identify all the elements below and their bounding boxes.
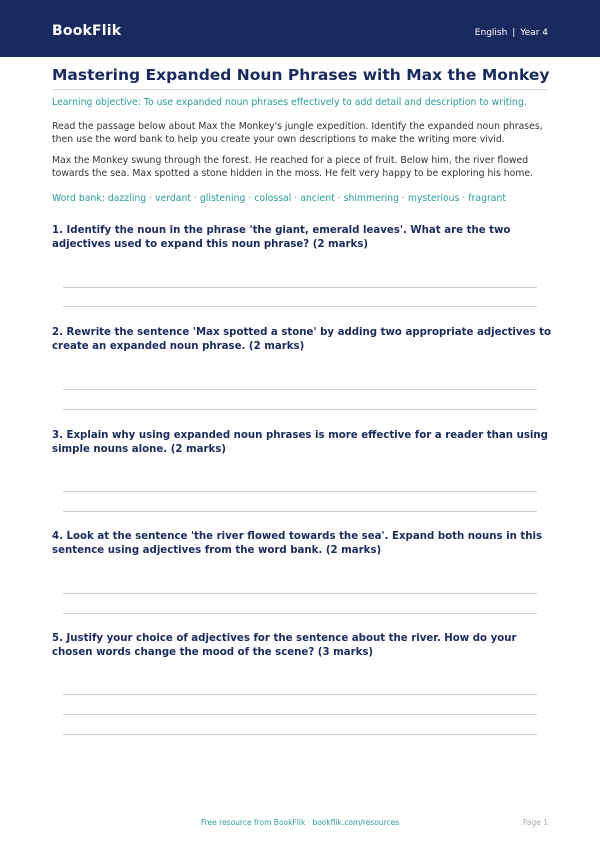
question-3: 3. Explain why using expanded noun phrases is more effective for a reader than using simple nouns alone. (2 marks): [52, 430, 548, 455]
footer-credit[interactable]: Free resource from BookFlik · bookflik.com/resources: [200, 818, 400, 827]
subject-year-meta: [475, 28, 548, 38]
page-number: Page 1: [522, 818, 548, 827]
year-label: Year 4: [520, 28, 548, 38]
learning-objective: Learning objective: To use expanded noun phrases effectively to add detail and description to writing.: [52, 97, 527, 108]
subject-label: English: [474, 28, 508, 38]
question-5: 5. Justify your choice of adjectives for the sentence about the river. How do your chosen words change the mood of the scene? (3 marks): [52, 633, 517, 658]
answer-line[interactable]: [63, 306, 537, 307]
answer-line[interactable]: [63, 734, 537, 735]
answer-line[interactable]: [63, 389, 537, 390]
answer-line[interactable]: [63, 409, 537, 410]
instructions-text: Read the passage below about Max the Monkey's jungle expedition. Identify the expanded noun phrases, then use the word bank to help you create your own descriptions to make the writing more vivid.: [52, 121, 543, 145]
reading-passage: Max the Monkey swung through the forest. He reached for a piece of fruit. Below him, the river flowed towards the sea. Max spotted a stone hidden in the moss. He felt very happy to be exploring his home.: [52, 155, 534, 179]
question-4: 4. Look at the sentence 'the river flowed towards the sea'. Expand both nouns in this sentence using adjectives from the word bank. (2 marks): [52, 531, 543, 556]
answer-line[interactable]: [63, 593, 537, 594]
brand-logo-text[interactable]: BookFlik: [52, 23, 122, 39]
worksheet-title: Mastering Expanded Noun Phrases with Max the Monkey: [52, 66, 550, 84]
page-header: [0, 0, 600, 57]
answer-line[interactable]: [63, 511, 537, 512]
answer-line[interactable]: [63, 714, 537, 715]
answer-line[interactable]: [63, 694, 537, 695]
answer-line[interactable]: [63, 491, 537, 492]
title-divider: [52, 89, 548, 90]
word-bank: Word bank: dazzling · verdant · glistening · colossal · ancient · shimmering · mysterious · fragrant: [52, 193, 507, 204]
meta-separator: |: [512, 28, 516, 38]
answer-line[interactable]: [63, 613, 537, 614]
question-2: 2. Rewrite the sentence 'Max spotted a stone' by adding two appropriate adjectives to create an expanded noun phrase. (2 marks): [52, 327, 551, 352]
answer-line[interactable]: [63, 287, 537, 288]
question-1: 1. Identify the noun in the phrase 'the giant, emerald leaves'. What are the two adjectives used to expand this noun phrase? (2 marks): [52, 225, 511, 250]
